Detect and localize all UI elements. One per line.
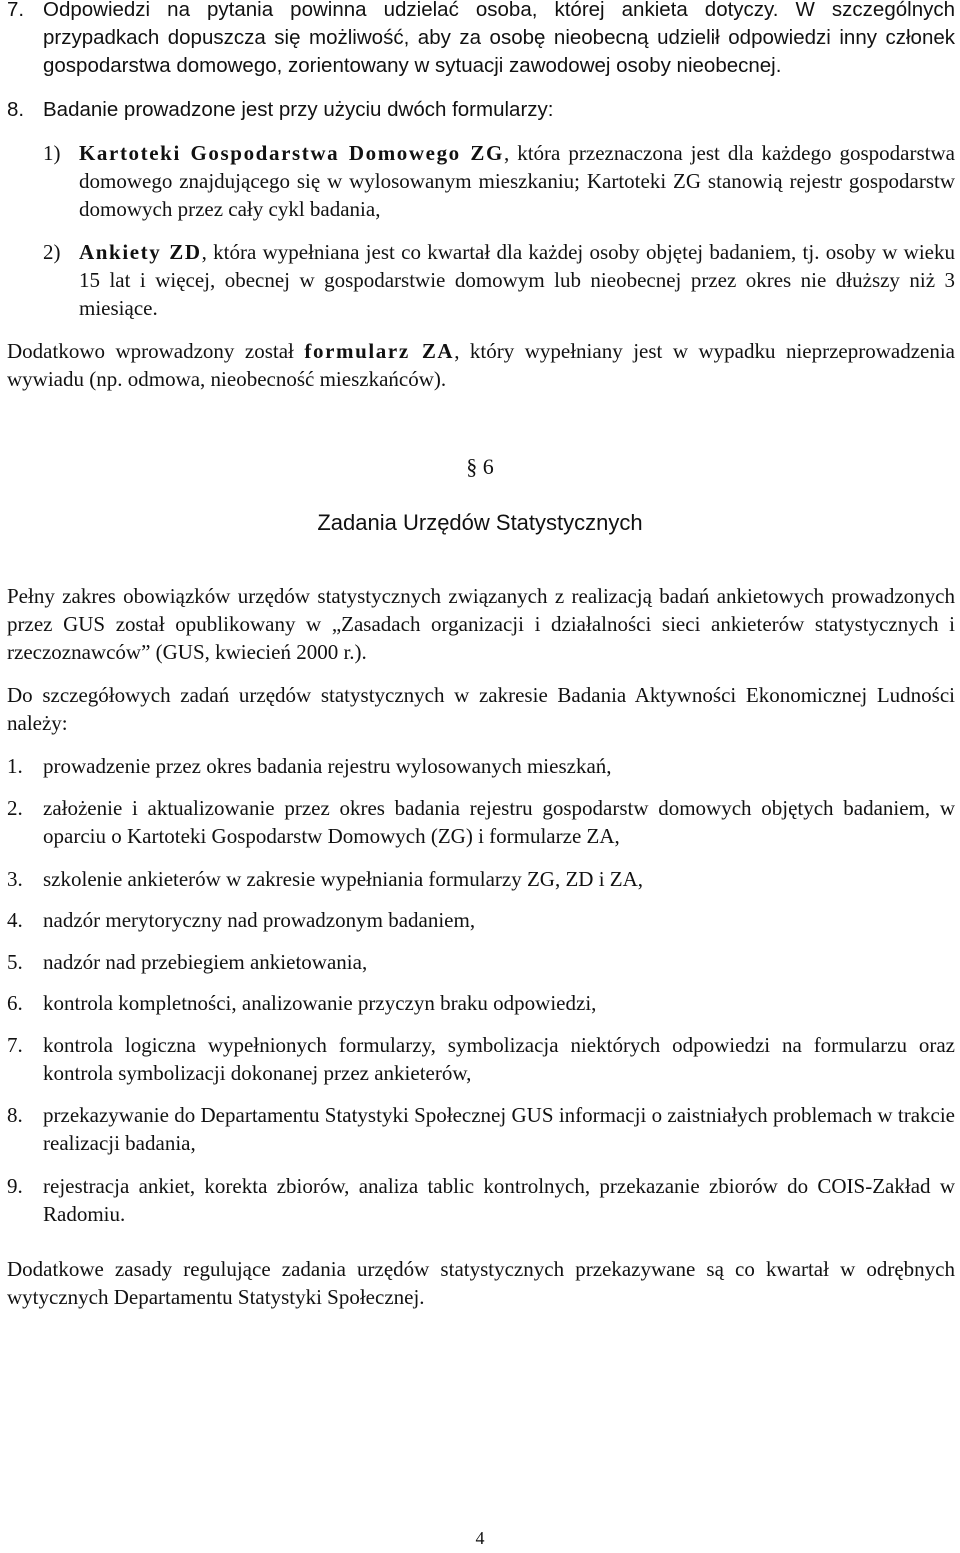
additional-form-paragraph [7,337,955,393]
task-item [7,794,955,850]
list-item-8 [7,96,955,124]
task-number: 8. [7,1103,23,1127]
list-number: 7. [7,0,25,21]
task-number: 9. [7,1174,23,1198]
task-item [7,865,955,893]
section-number: § 6 [466,454,494,479]
task-number: 6. [7,991,23,1015]
form-number: 1) [43,141,61,165]
form-item-2 [43,238,955,322]
paragraph-text: , który wypełniany jest w wypadku nieprzeprowadzenia wywiadu (np. odmowa, nieobecność mieszkańców). [7,339,956,391]
paragraph-text: Dodatkowo wprowadzony został [7,339,305,363]
form-number: 2) [43,240,61,264]
task-text: kontrola kompletności, analizowanie przyczyn braku odpowiedzi, [43,991,597,1015]
task-number: 5. [7,950,23,974]
section-title: Zadania Urzędów Statystycznych [317,510,643,535]
task-text: kontrola logiczna wypełnionych formularzy, symbolizacja niektórych odpowiedzi na formularzu oraz kontrola symbolizacji dokonanej przez ankieterów, [43,1033,955,1085]
list-item-text: Badanie prowadzone jest przy użyciu dwóch formularzy: [43,98,554,121]
form-name-za: formularz ZA [304,339,455,363]
task-item [7,1172,955,1228]
task-text: rejestracja ankiet, korekta zbiorów, analiza tablic kontrolnych, przekazanie zbiorów do COIS-Zakład w Radomiu. [43,1174,955,1226]
task-item [7,989,955,1017]
task-text: założenie i aktualizowanie przez okres badania rejestru gospodarstw domowych objętych badaniem, w oparciu o Kartoteki Gospodarstw Domowych (ZG) i formularze ZA, [43,796,955,848]
task-number: 4. [7,908,23,932]
list-number: 8. [7,98,25,121]
task-item [7,906,955,934]
task-text: przekazywanie do Departamentu Statystyki Społecznej GUS informacji o zaistniałych problemach w trakcie realizacji badania, [43,1103,955,1155]
list-item-text: Odpowiedzi na pytania powinna udzielać osoba, której ankieta dotyczy. W szczególnych przypadkach dopuszcza się możliwość, aby za osobę nieobecną udzielił odpowiedzi inny członek gospodarstwa domowego, zorientowany w sytuacji zawodowej osoby nieobecnej. [43,0,955,77]
task-number: 1. [7,754,23,778]
intro-paragraph-2: Do szczegółowych zadań urzędów statystycznych w zakresie Badania Aktywności Ekonomicznej Ludności należy: [7,683,955,735]
task-text: szkolenie ankieterów w zakresie wypełniania formularzy ZG, ZD i ZA, [43,867,644,891]
task-item [7,948,955,976]
task-item [7,1031,955,1087]
task-text: nadzór nad przebiegiem ankietowania, [43,950,368,974]
page-number: 4 [475,1528,485,1548]
list-item-7 [7,0,955,80]
task-number: 3. [7,867,23,891]
task-item [7,752,955,780]
form-description: , która wypełniana jest co kwartał dla każdej osoby objętej badaniem, tj. osoby w wieku 15 lat i więcej, obecnej w gospodarstwie domowym lub nieobecnej przez okres nie dłuższy niż 3 miesiące. [79,240,955,320]
task-number: 2. [7,796,23,820]
task-text: prowadzenie przez okres badania rejestru wylosowanych mieszkań, [43,754,612,778]
task-text: nadzór merytoryczny nad prowadzonym badaniem, [43,908,476,932]
closing-paragraph: Dodatkowe zasady regulujące zadania urzędów statystycznych przekazywane są co kwartał w odrębnych wytycznych Departamentu Statystyki Społecznej. [7,1257,955,1309]
form-description: , która przeznaczona jest dla każdego gospodarstwa domowego znajdującego się w wylosowanym mieszkaniu; Kartoteki ZG stanowią rejestr gospodarstw domowych przez cały cykl badania, [79,141,955,221]
task-number: 7. [7,1033,23,1057]
task-item [7,1101,955,1157]
intro-paragraph-1: Pełny zakres obowiązków urzędów statystycznych związanych z realizacją badań ankietowych prowadzonych przez GUS został opublikowany w „Zasadach organizacji i działalności sieci ankieterów statystycznych i rzeczoznawców” (GUS, kwiecień 2000 r.). [7,584,955,664]
form-item-1 [43,139,955,223]
form-name-zd: Ankiety ZD [79,240,202,264]
form-name-zg: Kartoteki Gospodarstwa Domowego ZG [79,141,504,165]
